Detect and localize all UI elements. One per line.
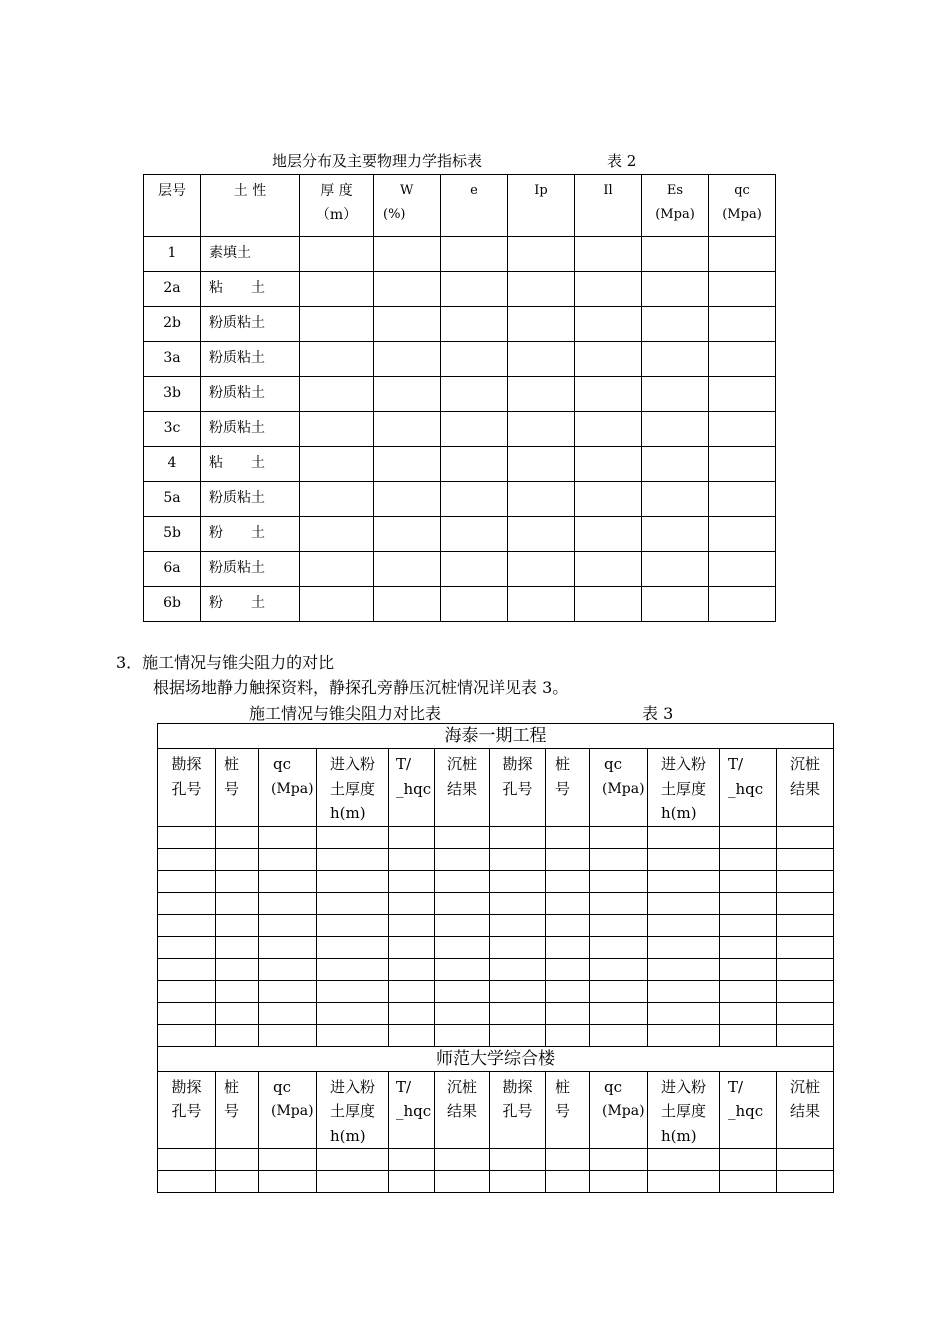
header-sublabel: 土厚度 bbox=[330, 1102, 376, 1120]
header-sublabel: 孔号 bbox=[502, 1102, 533, 1120]
header-cell bbox=[259, 1071, 317, 1149]
header-label: 勘探 bbox=[502, 755, 533, 773]
layer-number: 1 bbox=[167, 245, 177, 261]
header-cell bbox=[709, 175, 776, 237]
data-cell bbox=[300, 587, 374, 622]
header-cell bbox=[216, 1071, 259, 1149]
data-cell bbox=[374, 272, 441, 307]
header-cell bbox=[546, 1071, 590, 1149]
header-cell bbox=[720, 1071, 777, 1149]
data-cell bbox=[642, 237, 709, 272]
header-cell bbox=[317, 1071, 389, 1149]
data-cell bbox=[575, 342, 642, 377]
header-sublabel: _hqc bbox=[396, 1102, 432, 1120]
header-cell bbox=[441, 175, 508, 237]
data-cell bbox=[642, 482, 709, 517]
table2-header-row bbox=[144, 175, 776, 237]
data-cell bbox=[508, 377, 575, 412]
data-cell bbox=[642, 272, 709, 307]
data-cell bbox=[300, 482, 374, 517]
header-label: 沉桩 bbox=[790, 755, 821, 773]
layer-cell bbox=[144, 307, 201, 342]
table-row bbox=[158, 848, 834, 870]
header-cell bbox=[259, 749, 317, 827]
table2-number: 表 2 bbox=[607, 152, 637, 170]
table-row bbox=[158, 1002, 834, 1024]
header-cell bbox=[300, 175, 374, 237]
data-cell bbox=[642, 342, 709, 377]
header-sublabel: (Mpa) bbox=[602, 780, 645, 797]
data-cell bbox=[642, 587, 709, 622]
header-sublabel: _hqc bbox=[728, 779, 764, 798]
data-cell bbox=[300, 307, 374, 342]
layer-cell bbox=[144, 377, 201, 412]
header-label: W bbox=[400, 183, 414, 198]
header-label: qc bbox=[273, 1077, 292, 1096]
table-row bbox=[158, 1024, 834, 1046]
header-cell bbox=[158, 1071, 216, 1149]
header-unit: h(m) bbox=[330, 804, 366, 822]
table-row bbox=[158, 892, 834, 914]
header-label: qc bbox=[604, 755, 623, 773]
data-cell bbox=[575, 552, 642, 587]
data-cell bbox=[441, 237, 508, 272]
soil-cell bbox=[201, 447, 300, 482]
soil-cell bbox=[201, 517, 300, 552]
data-cell bbox=[374, 447, 441, 482]
data-cell bbox=[300, 412, 374, 447]
layer-number: 2a bbox=[163, 280, 181, 296]
table-row bbox=[158, 936, 834, 958]
soil-cell bbox=[201, 342, 300, 377]
data-cell bbox=[374, 237, 441, 272]
data-cell bbox=[508, 447, 575, 482]
soil-properties-table bbox=[143, 174, 776, 622]
header-cell bbox=[201, 175, 300, 237]
table-row bbox=[144, 377, 776, 412]
header-cell bbox=[144, 175, 201, 237]
header-label: 层号 bbox=[158, 183, 186, 199]
data-cell bbox=[508, 517, 575, 552]
data-cell bbox=[575, 272, 642, 307]
data-cell bbox=[374, 587, 441, 622]
header-label: T/ bbox=[728, 755, 744, 773]
header-cell bbox=[642, 175, 709, 237]
data-cell bbox=[374, 552, 441, 587]
header-label: qc bbox=[273, 755, 292, 773]
data-cell bbox=[441, 447, 508, 482]
layer-number: 6a bbox=[163, 560, 181, 576]
header-cell bbox=[490, 749, 546, 827]
table-row bbox=[158, 914, 834, 936]
table3-header-row bbox=[158, 749, 834, 827]
layer-number: 3c bbox=[163, 420, 181, 436]
data-cell bbox=[709, 447, 776, 482]
layer-cell bbox=[144, 272, 201, 307]
data-cell bbox=[709, 482, 776, 517]
header-label: 进入粉 bbox=[330, 755, 376, 773]
header-sublabel: _hqc bbox=[728, 1102, 764, 1120]
data-cell bbox=[508, 272, 575, 307]
data-cell bbox=[441, 307, 508, 342]
header-sublabel: 土厚度 bbox=[661, 779, 707, 798]
data-cell bbox=[575, 587, 642, 622]
data-cell bbox=[709, 552, 776, 587]
table-row bbox=[144, 307, 776, 342]
table-row bbox=[158, 1149, 834, 1171]
table2-caption: 地层分布及主要物理力学指标表 bbox=[272, 152, 483, 170]
soil-cell bbox=[201, 482, 300, 517]
header-label: 进入粉 bbox=[661, 755, 707, 773]
header-cell bbox=[590, 1071, 648, 1149]
data-cell bbox=[709, 517, 776, 552]
header-label: 桩 bbox=[555, 1077, 571, 1096]
header-label: 勘探 bbox=[171, 755, 202, 773]
table-row bbox=[144, 587, 776, 622]
data-cell bbox=[441, 552, 508, 587]
header-unit: h(m) bbox=[661, 1126, 697, 1145]
header-label: 进入粉 bbox=[661, 1077, 707, 1096]
table-row bbox=[144, 237, 776, 272]
data-cell bbox=[441, 412, 508, 447]
header-cell bbox=[648, 749, 720, 827]
header-sublabel: 号 bbox=[555, 1102, 571, 1120]
data-cell bbox=[508, 482, 575, 517]
header-cell bbox=[720, 749, 777, 827]
data-cell bbox=[441, 482, 508, 517]
section-title-row bbox=[158, 724, 834, 749]
header-sublabel: _hqc bbox=[396, 779, 432, 798]
data-cell bbox=[575, 447, 642, 482]
header-sublabel: 号 bbox=[555, 779, 571, 798]
header-label: 勘探 bbox=[171, 1077, 202, 1096]
header-cell bbox=[435, 749, 490, 827]
data-cell bbox=[374, 307, 441, 342]
table-row bbox=[158, 980, 834, 1002]
layer-number: 3a bbox=[163, 350, 181, 366]
header-label: 沉桩 bbox=[446, 1077, 477, 1096]
header-label: qc bbox=[734, 183, 750, 198]
pile-comparison-table bbox=[157, 723, 834, 1193]
header-sublabel: (Mpa) bbox=[655, 207, 695, 222]
data-cell bbox=[709, 237, 776, 272]
soil-type: 粘 土 bbox=[209, 280, 265, 296]
soil-type: 粉 土 bbox=[209, 595, 265, 611]
data-cell bbox=[642, 517, 709, 552]
layer-number: 4 bbox=[167, 455, 177, 471]
data-cell bbox=[300, 272, 374, 307]
data-cell bbox=[300, 447, 374, 482]
table-row bbox=[144, 482, 776, 517]
header-cell bbox=[158, 749, 216, 827]
data-cell bbox=[300, 237, 374, 272]
table-row bbox=[158, 958, 834, 980]
header-cell bbox=[317, 749, 389, 827]
header-sublabel: 结果 bbox=[446, 1102, 477, 1120]
header-label: 进入粉 bbox=[330, 1077, 376, 1096]
header-label: 沉桩 bbox=[446, 755, 477, 773]
table-row bbox=[144, 412, 776, 447]
header-sublabel: 号 bbox=[224, 1102, 240, 1120]
layer-cell bbox=[144, 342, 201, 377]
table-row bbox=[158, 870, 834, 892]
data-cell bbox=[709, 412, 776, 447]
data-cell bbox=[709, 307, 776, 342]
header-sublabel: 结果 bbox=[790, 779, 821, 798]
header-label: Es bbox=[666, 183, 684, 198]
table-row bbox=[144, 447, 776, 482]
soil-type: 粉质粘土 bbox=[209, 385, 265, 401]
soil-cell bbox=[201, 272, 300, 307]
header-label: 土 性 bbox=[233, 183, 267, 199]
data-cell bbox=[300, 377, 374, 412]
data-cell bbox=[441, 377, 508, 412]
layer-number: 2b bbox=[163, 315, 181, 331]
data-cell bbox=[441, 517, 508, 552]
data-cell bbox=[441, 587, 508, 622]
header-cell bbox=[389, 749, 435, 827]
data-cell bbox=[508, 412, 575, 447]
data-cell bbox=[709, 272, 776, 307]
layer-cell bbox=[144, 237, 201, 272]
header-sublabel: 结果 bbox=[446, 779, 477, 798]
layer-cell bbox=[144, 587, 201, 622]
soil-type: 素填土 bbox=[209, 245, 251, 261]
project-title: 师范大学综合楼 bbox=[158, 1046, 834, 1071]
data-cell bbox=[642, 552, 709, 587]
header-sublabel: (Mpa) bbox=[271, 1103, 314, 1119]
data-cell bbox=[642, 307, 709, 342]
data-cell bbox=[575, 307, 642, 342]
soil-type: 粉质粘土 bbox=[209, 420, 265, 436]
data-cell bbox=[575, 377, 642, 412]
data-cell bbox=[508, 307, 575, 342]
header-sublabel: 土厚度 bbox=[661, 1102, 707, 1120]
table-row bbox=[144, 272, 776, 307]
data-cell bbox=[508, 237, 575, 272]
header-label: 勘探 bbox=[502, 1077, 533, 1096]
table-row bbox=[144, 342, 776, 377]
header-label: e bbox=[470, 183, 478, 198]
layer-number: 5a bbox=[163, 490, 181, 506]
table3-caption: 施工情况与锥尖阻力对比表 bbox=[249, 704, 442, 723]
data-cell bbox=[441, 342, 508, 377]
header-cell bbox=[435, 1071, 490, 1149]
layer-cell bbox=[144, 447, 201, 482]
header-sublabel: 号 bbox=[224, 779, 240, 798]
data-cell bbox=[642, 377, 709, 412]
header-cell bbox=[374, 175, 441, 237]
data-cell bbox=[575, 482, 642, 517]
table3-header-row bbox=[158, 1071, 834, 1149]
data-cell bbox=[642, 447, 709, 482]
header-label: 桩 bbox=[224, 1077, 240, 1096]
data-cell bbox=[508, 342, 575, 377]
data-cell bbox=[374, 342, 441, 377]
header-label: T/ bbox=[396, 755, 412, 773]
header-label: T/ bbox=[396, 1077, 412, 1096]
data-cell bbox=[642, 412, 709, 447]
soil-type: 粉质粘土 bbox=[209, 560, 265, 576]
layer-cell bbox=[144, 552, 201, 587]
data-cell bbox=[300, 342, 374, 377]
data-cell bbox=[709, 377, 776, 412]
data-cell bbox=[374, 377, 441, 412]
soil-type: 粉 土 bbox=[209, 525, 265, 541]
header-cell bbox=[777, 1071, 834, 1149]
data-cell bbox=[575, 237, 642, 272]
header-cell bbox=[590, 749, 648, 827]
header-cell bbox=[389, 1071, 435, 1149]
data-cell bbox=[709, 587, 776, 622]
data-cell bbox=[300, 552, 374, 587]
layer-number: 5b bbox=[163, 525, 181, 541]
soil-type: 粉质粘土 bbox=[209, 490, 265, 506]
header-label: Il bbox=[603, 183, 613, 198]
soil-type: 粘 土 bbox=[209, 455, 265, 471]
section-paragraph: 根据场地静力触探资料，静探孔旁静压沉桩情况详见表 3。 bbox=[153, 678, 569, 697]
data-cell bbox=[374, 482, 441, 517]
header-sublabel: (Mpa) bbox=[602, 1103, 645, 1119]
header-unit: h(m) bbox=[330, 1126, 366, 1145]
soil-cell bbox=[201, 307, 300, 342]
header-label: 厚 度 bbox=[320, 183, 353, 199]
header-cell bbox=[575, 175, 642, 237]
data-cell bbox=[508, 587, 575, 622]
layer-cell bbox=[144, 412, 201, 447]
table-row bbox=[158, 1171, 834, 1193]
header-unit: h(m) bbox=[661, 804, 697, 822]
section-title-row bbox=[158, 1046, 834, 1071]
header-sublabel: 土厚度 bbox=[330, 779, 376, 798]
layer-number: 3b bbox=[163, 385, 181, 401]
header-sublabel: 结果 bbox=[790, 1102, 821, 1120]
header-cell bbox=[490, 1071, 546, 1149]
data-cell bbox=[709, 342, 776, 377]
header-label: 沉桩 bbox=[790, 1077, 821, 1096]
soil-cell bbox=[201, 377, 300, 412]
data-cell bbox=[374, 412, 441, 447]
header-label: T/ bbox=[728, 1077, 744, 1096]
layer-number: 6b bbox=[163, 595, 181, 611]
data-cell bbox=[374, 517, 441, 552]
table3-number: 表 3 bbox=[642, 704, 674, 723]
soil-type: 粉质粘土 bbox=[209, 315, 265, 331]
header-label: 桩 bbox=[555, 755, 571, 773]
header-cell bbox=[546, 749, 590, 827]
soil-cell bbox=[201, 412, 300, 447]
table-row bbox=[158, 826, 834, 848]
layer-cell bbox=[144, 482, 201, 517]
data-cell bbox=[508, 552, 575, 587]
header-sublabel: (Mpa) bbox=[722, 207, 762, 222]
header-cell bbox=[216, 749, 259, 827]
header-cell bbox=[648, 1071, 720, 1149]
table-row bbox=[144, 517, 776, 552]
soil-cell bbox=[201, 587, 300, 622]
header-sublabel: 孔号 bbox=[502, 779, 533, 798]
header-sublabel: 孔号 bbox=[171, 779, 202, 798]
section-heading: 3．施工情况与锥尖阻力的对比 bbox=[116, 653, 335, 672]
project-title: 海泰一期工程 bbox=[158, 724, 834, 749]
data-cell bbox=[441, 272, 508, 307]
soil-type: 粉质粘土 bbox=[209, 350, 265, 366]
header-sublabel: （m） bbox=[315, 207, 358, 223]
table-row bbox=[144, 552, 776, 587]
header-sublabel: (Mpa) bbox=[271, 780, 314, 797]
layer-cell bbox=[144, 517, 201, 552]
data-cell bbox=[575, 517, 642, 552]
header-cell bbox=[777, 749, 834, 827]
data-cell bbox=[300, 517, 374, 552]
header-sublabel: (%) bbox=[383, 207, 406, 222]
header-label: qc bbox=[604, 1077, 623, 1096]
soil-cell bbox=[201, 237, 300, 272]
header-label: 桩 bbox=[224, 755, 240, 773]
data-cell bbox=[575, 412, 642, 447]
header-sublabel: 孔号 bbox=[171, 1102, 202, 1120]
header-label: Ip bbox=[534, 183, 548, 198]
header-cell bbox=[508, 175, 575, 237]
soil-cell bbox=[201, 552, 300, 587]
